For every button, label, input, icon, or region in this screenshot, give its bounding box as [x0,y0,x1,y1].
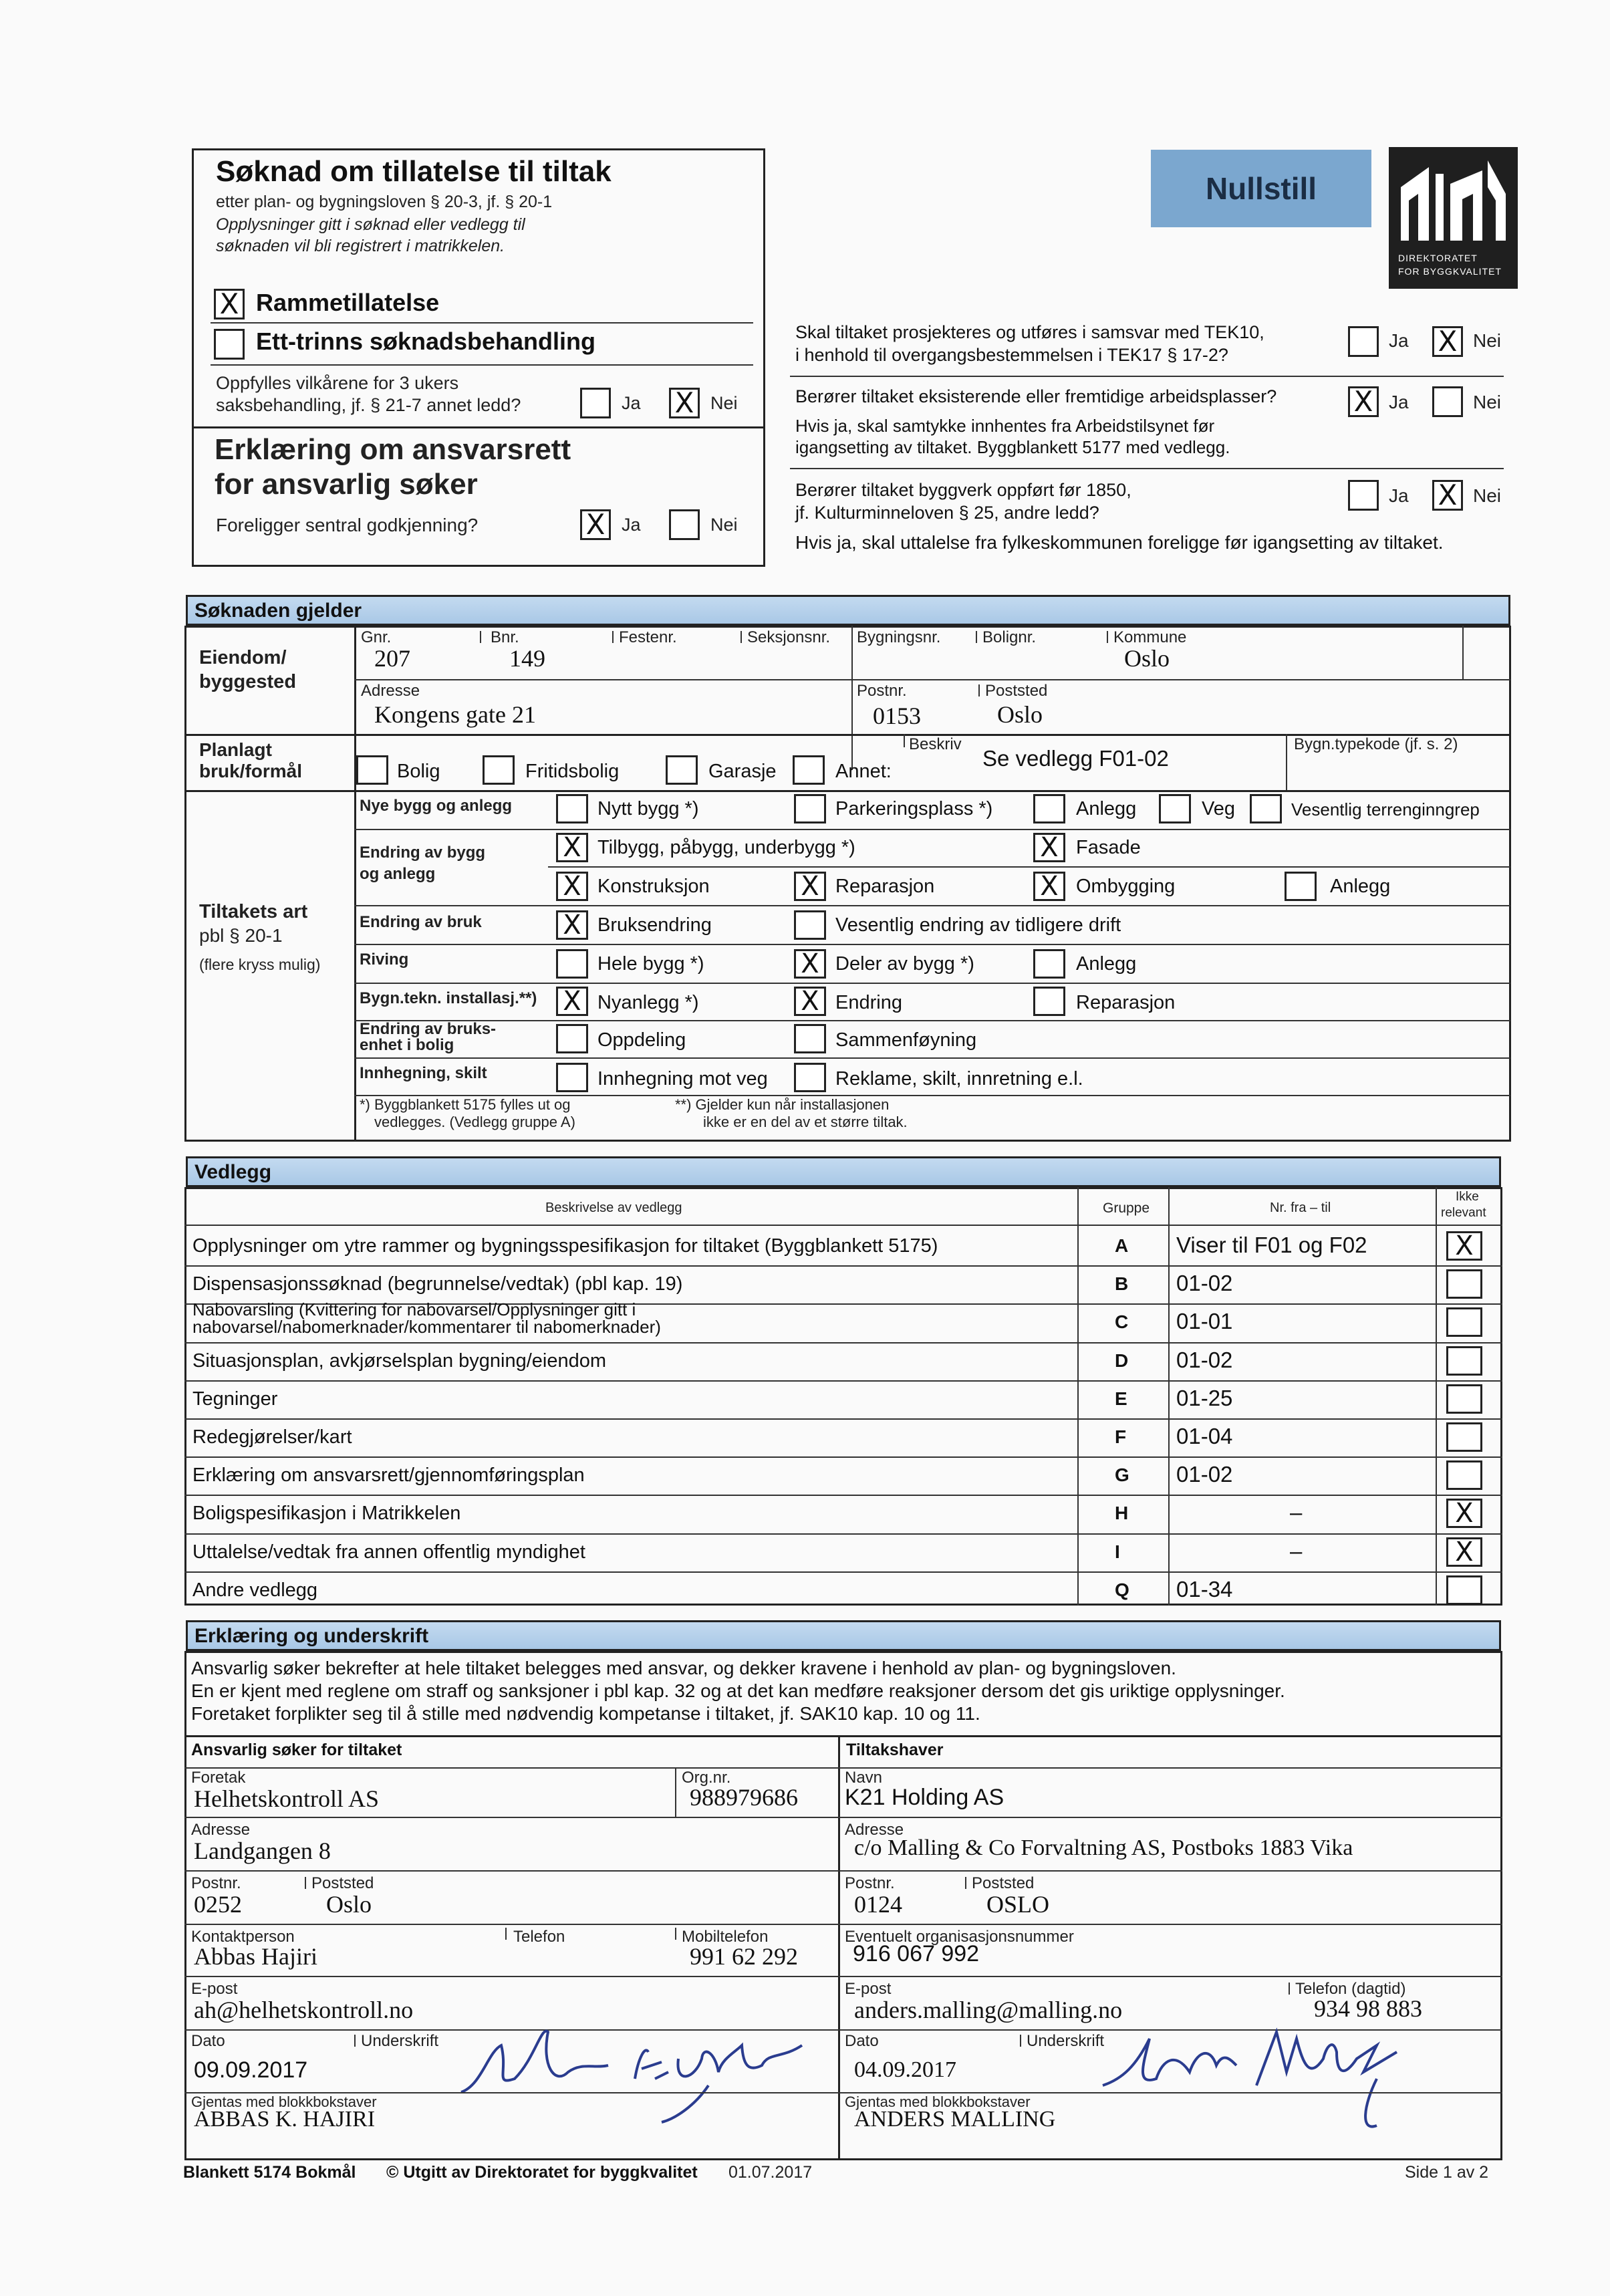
divider [1168,1187,1170,1606]
nei-label: Nei [710,393,738,413]
vedlegg-row-group: B [1115,1273,1129,1295]
divider [354,679,1510,680]
form-subtitle: etter plan- og bygningsloven § 20-3, jf. § 20-1 [216,193,553,211]
tiltakshaver-orgnr-label: Eventuelt organisasjonsnummer [845,1928,1074,1946]
garasje-checkbox[interactable] [666,755,698,785]
nyanlegg-checkbox[interactable]: X [556,987,588,1016]
soker-epost-label: E-post [191,1980,238,1998]
tiltakshaver-poststed-label: Poststed [972,1874,1035,1892]
vilkar-label-2: saksbehandling, jf. § 21-7 annet ledd? [216,395,521,415]
tiltakshaver-signature [1096,2012,1470,2146]
tiltak-flere-label: (flere kryss mulig) [199,956,321,973]
annet-label: Annet: [835,761,892,782]
soknaden-header: Søknaden gjelder [186,595,1510,626]
vilkar-label-1: Oppfylles vilkårene for 3 ukers [216,373,459,393]
vedlegg-row-ikke-checkbox[interactable] [1446,1307,1482,1337]
vedlegg-row-desc: Redegjørelser/kart [192,1426,352,1448]
oppdeling-label: Oppdeling [597,1029,686,1051]
divider [851,626,853,770]
rammetillatelse-checkbox[interactable]: X [214,289,245,320]
tiltak-art-label: Tiltakets art [199,901,308,922]
vedlegg-row-ikke-checkbox[interactable] [1446,1422,1482,1452]
innhegning-mot-veg-label: Innhegning mot veg [597,1068,768,1090]
vedlegg-row-desc: Situasjonsplan, avkjørselsplan bygning/eiendom [192,1350,607,1372]
divider [184,1495,1502,1496]
hele-bygg-checkbox[interactable] [556,949,588,979]
vedlegg-row-nr[interactable]: Viser til F01 og F02 [1176,1233,1367,1257]
veg-checkbox[interactable] [1159,794,1191,823]
footer-date: 01.07.2017 [728,2163,813,2182]
divider [184,1817,1502,1818]
soker-dato-value[interactable]: 09.09.2017 [194,2057,308,2083]
erklaring-title-2: for ansvarlig søker [215,468,478,501]
vedlegg-row-nr[interactable]: – [1290,1538,1303,1563]
divider [741,631,742,643]
tiltakshaver-epost-value[interactable]: anders.malling@malling.no [854,1997,1123,2023]
tiltakshaver-gjentas-label: Gjentas med blokkbokstaver [845,2093,1031,2110]
ja-label: Ja [1389,330,1409,351]
soker-adresse-label: Adresse [191,1821,251,1839]
bygntype-label: Bygn.typekode (jf. s. 2) [1294,735,1458,753]
q1-nei-checkbox[interactable]: X [1432,326,1463,357]
terrenginngrep-label: Vesentlig terrenginngrep [1291,799,1480,819]
anlegg-riving-checkbox[interactable] [1033,949,1065,979]
divider [354,944,1510,945]
divider [1436,1187,1437,1606]
planlagt-label-1: Planlagt [199,739,272,760]
divider [1020,2035,1021,2047]
ja-label: Ja [1389,392,1409,412]
reklame-label: Reklame, skilt, innretning e.l. [835,1068,1083,1090]
divider [184,1533,1502,1535]
footer-left: Blankett 5174 Bokmål [183,2163,356,2182]
nei-label: Nei [1473,485,1502,506]
divider [211,322,753,324]
vedlegg-row-nr[interactable]: 01-02 [1176,1271,1233,1296]
soker-gjentas-value[interactable]: ABBAS K. HAJIRI [194,2107,376,2132]
vesentlig-endring-label: Vesentlig endring av tidligere drift [835,914,1121,936]
gnr-value[interactable]: 207 [374,645,410,672]
vedlegg-row-nr[interactable]: – [1290,1500,1303,1525]
soker-postnr-value[interactable]: 0252 [194,1891,242,1918]
vedlegg-row-ikke-checkbox[interactable] [1446,1460,1482,1490]
divider [505,1928,507,1940]
footnote-1b: vedlegges. (Vedlegg gruppe A) [374,1114,575,1130]
beskriv-label: Beskriv [909,735,962,753]
divider [838,1735,840,2160]
tiltakshaver-adresse-label: Adresse [845,1821,904,1839]
divider [184,1735,1502,1737]
vedlegg-col-gruppe: Gruppe [1103,1200,1150,1216]
poststed-label: Poststed [985,682,1048,700]
divider [1286,734,1287,790]
bnr-value[interactable]: 149 [509,645,545,672]
nullstill-button[interactable]: Nullstill [1151,150,1371,227]
vesentlig-endring-checkbox[interactable] [794,910,826,940]
poststed-value[interactable]: Oslo [997,701,1043,728]
vedlegg-row-nr[interactable]: 01-04 [1176,1424,1233,1448]
tiltakshaver-dato-value[interactable]: 04.09.2017 [854,2057,956,2082]
tiltakshaver-postnr-value[interactable]: 0124 [854,1891,902,1918]
ja-label: Ja [622,515,641,535]
oppdeling-checkbox[interactable] [556,1024,588,1053]
innhegning-label: Innhegning, skilt [360,1064,487,1082]
question-2: Berører tiltaket eksisterende eller fremtidige arbeidsplasser? [795,386,1277,406]
parkeringsplass-checkbox[interactable] [794,794,826,823]
nye-bygg-label: Nye bygg og anlegg [360,797,513,815]
divider [904,734,905,747]
gnr-label: Gnr. [361,628,392,646]
vedlegg-row-ikke-checkbox[interactable] [1446,1346,1482,1376]
divider [354,1020,1510,1021]
vedlegg-header: Vedlegg [186,1156,1501,1187]
soker-kontakt-label: Kontaktperson [191,1928,295,1946]
soker-foretak-value[interactable]: Helhetskontroll AS [194,1785,379,1812]
vilkar-ja-checkbox[interactable] [580,388,611,418]
endring-bygg-label-1: Endring av bygg [360,844,486,862]
divider [184,1265,1502,1267]
soker-postnr-label: Postnr. [191,1874,241,1892]
tiltakshaver-adresse-value[interactable]: c/o Malling & Co Forvaltning AS, Postboks 1883 Vika [854,1835,1353,1860]
anlegg-endring-checkbox[interactable] [1285,872,1317,901]
kommune-label: Kommune [1113,628,1187,646]
eiendom-label-2: byggested [199,671,297,692]
tiltakshaver-postnr-label: Postnr. [845,1874,895,1892]
q3-ja-checkbox[interactable] [1348,480,1379,511]
divider [184,1571,1502,1573]
sammenfoyning-checkbox[interactable] [794,1024,826,1053]
nei-label: Nei [1473,330,1502,351]
vedlegg-row-group: E [1115,1388,1127,1409]
question-3b: jf. Kulturminneloven § 25, andre ledd? [795,503,1099,523]
soker-signature [454,2005,829,2126]
fasade-checkbox[interactable]: X [1033,833,1065,862]
divider [184,1418,1502,1420]
nytt-bygg-checkbox[interactable] [556,794,588,823]
nyanlegg-label: Nyanlegg *) [597,992,699,1013]
etttrinns-checkbox[interactable] [214,329,245,360]
soker-epost-value[interactable]: ah@helhetskontroll.no [194,1997,414,2023]
divider [675,1928,676,1940]
divider [790,468,1504,469]
vedlegg-row-desc: Erklæring om ansvarsrett/gjennomføringsplan [192,1464,585,1487]
hele-bygg-label: Hele bygg *) [597,953,704,975]
vedlegg-row-nr[interactable]: 01-25 [1176,1385,1233,1410]
vedlegg-row-group: A [1115,1235,1129,1256]
vedlegg-col-relevant: relevant [1441,1206,1486,1220]
endring-installasjon-checkbox[interactable]: X [794,987,826,1016]
divider [354,905,1510,906]
divider [211,364,753,366]
soker-orgnr-label: Org.nr. [682,1769,731,1787]
anlegg-nye-label: Anlegg [1076,798,1137,819]
divider [612,631,614,643]
divider [354,1057,1510,1059]
vedlegg-row-ikke-checkbox[interactable]: X [1446,1231,1482,1261]
divider [184,790,1511,792]
divider [354,983,1510,984]
tiltakshaver-underskrift-label: Underskrift [1027,2032,1105,2050]
vedlegg-row-desc: Dispensasjonssøknad (begrunnelse/vedtak) (pbl kap. 19) [192,1273,683,1295]
divider [675,1767,676,1817]
divider [184,1380,1502,1382]
question-2c: igangsetting av tiltaket. Byggblankett 5177 med vedlegg. [795,437,1230,457]
vedlegg-row-ikke-checkbox[interactable] [1446,1269,1482,1299]
soker-kontakt-value[interactable]: Abbas Hajiri [194,1943,317,1970]
erklaring-text-1: Ansvarlig søker bekrefter at hele tiltaket belegges med ansvar, og dekker kravene i henhold av plan- og bygningsloven. [191,1658,1176,1678]
divider [978,684,980,696]
soker-title: Ansvarlig søker for tiltaket [191,1741,402,1759]
erklaring-text-2: En er kjent med reglene om straff og sanksjoner i pbl kap. 32 og at det kan medføre reaksjoner dersom det gis uriktige opplysninger. [191,1680,1285,1701]
footnote-2b: ikke er en del av et større tiltak. [703,1114,908,1130]
adresse-label: Adresse [361,682,420,700]
konstruksjon-checkbox[interactable]: X [556,872,588,901]
reklame-checkbox[interactable] [794,1063,826,1092]
logo [1389,147,1518,289]
tiltakshaver-epost-label: E-post [845,1980,892,1998]
footnote-1a: *) Byggblankett 5175 fylles ut og [360,1096,571,1113]
divider [184,1225,1502,1226]
nabovarsling-label-1: Nabovarsling (Kvittering for nabovarsel/Opplysninger gitt i [192,1299,636,1319]
anlegg-endring-label: Anlegg [1330,876,1391,897]
tiltakshaver-poststed-value[interactable]: OSLO [986,1891,1050,1918]
erklaring-header: Erklæring og underskrift [186,1620,1501,1651]
endring-bruk-label: Endring av bruk [360,913,482,931]
divider [184,1870,1502,1872]
divider [354,2035,356,2047]
garasje-label: Garasje [708,761,777,782]
tilbygg-checkbox[interactable]: X [556,833,588,862]
nei-label: Nei [710,515,738,535]
footnote-2a: **) Gjelder kun når installasjonen [675,1096,890,1113]
vedlegg-row-nr[interactable]: 01-01 [1176,1309,1233,1334]
vedlegg-col-nr: Nr. fra – til [1270,1200,1331,1215]
vedlegg-row-desc: Tegninger [192,1388,278,1410]
sammenfoyning-label: Sammenføyning [835,1029,977,1051]
tiltakshaver-telefon-value[interactable]: 934 98 883 [1314,1995,1422,2022]
ja-label: Ja [622,393,641,413]
divider [184,1767,1502,1769]
divider [480,631,481,643]
divider [354,626,356,1142]
eiendom-label-1: Eiendom/ [199,647,287,668]
q1-ja-checkbox[interactable] [1348,326,1379,357]
bnr-label: Bnr. [491,628,519,646]
seksjonsnr-label: Seksjonsnr. [747,628,831,646]
nytt-bygg-label: Nytt bygg *) [597,798,699,819]
form-title: Søknad om tillatelse til tiltak [216,155,612,188]
soker-telefon-label: Telefon [513,1928,565,1946]
annet-checkbox[interactable] [793,755,825,785]
q2-ja-checkbox[interactable]: X [1348,386,1379,417]
riving-label: Riving [360,950,409,969]
divider [1289,1983,1290,1995]
reparasjon-installasjon-label: Reparasjon [1076,992,1176,1013]
soker-adresse-value[interactable]: Landgangen 8 [194,1837,331,1864]
divider [184,1924,1502,1925]
adresse-value[interactable]: Kongens gate 21 [374,701,536,728]
bruksenhet-label-1: Endring av bruks- [360,1020,497,1038]
nei-label: Nei [1473,392,1502,412]
ombygging-label: Ombygging [1076,876,1176,897]
footer-right: Side 1 av 2 [1405,2163,1489,2182]
divider [790,376,1504,377]
soker-dato-label: Dato [191,2032,225,2050]
tilbygg-label: Tilbygg, påbygg, underbygg *) [597,837,855,858]
tiltakshaver-title: Tiltakshaver [846,1741,944,1759]
vedlegg-row-group: D [1115,1350,1129,1371]
endring-installasjon-label: Endring [835,992,902,1013]
form-note-2: søknaden vil bli registrert i matrikkelen. [216,237,505,255]
vedlegg-row-ikke-checkbox[interactable]: X [1446,1537,1482,1567]
bygn-tekn-label: Bygn.tekn. installasj.**) [360,989,537,1007]
deler-bygg-label: Deler av bygg *) [835,953,974,975]
divider [965,1877,966,1889]
vedlegg-row-group: H [1115,1503,1129,1524]
postnr-value[interactable]: 0153 [873,703,921,729]
logo-text-2: FOR BYGGKVALITET [1398,266,1502,277]
q2-nei-checkbox[interactable] [1432,386,1463,417]
divider [976,631,977,643]
divider [1107,631,1108,643]
vedlegg-row-nr[interactable]: 01-34 [1176,1576,1233,1602]
beskriv-value[interactable]: Se vedlegg F01-02 [982,746,1169,771]
tiltakshaver-dato-label: Dato [845,2032,879,2050]
tiltakshaver-telefon-label: Telefon (dagtid) [1295,1980,1406,1998]
q3-nei-checkbox[interactable]: X [1432,480,1463,511]
nabovarsling-label-2: nabovarsel/nabomerknader/kommentarer til nabomerknader) [192,1317,661,1337]
bygningsnr-label: Bygningsnr. [857,628,941,646]
divider [305,1877,306,1889]
planlagt-label-2: bruk/formål [199,761,303,781]
bolig-checkbox[interactable] [356,755,388,785]
divider [192,426,765,428]
divider [184,1976,1502,1977]
vedlegg-row-group: Q [1115,1579,1129,1600]
divider [184,1456,1502,1458]
question-3a: Berører tiltaket byggverk oppført før 1850, [795,480,1131,500]
divider [184,1342,1502,1344]
vedlegg-row-nr[interactable]: 01-02 [1176,1347,1233,1372]
sentral-label: Foreligger sentral godkjenning? [216,515,479,535]
logo-text-1: DIREKTORATET [1398,253,1478,263]
fasade-label: Fasade [1076,837,1141,858]
erklaring-title-1: Erklæring om ansvarsrett [215,433,571,466]
soker-gjentas-label: Gjentas med blokkbokstaver [191,2093,377,2110]
ombygging-checkbox[interactable]: X [1033,872,1065,901]
bolig-label: Bolig [397,761,440,782]
anlegg-riving-label: Anlegg [1076,953,1137,975]
tiltakshaver-navn-label: Navn [845,1769,883,1787]
question-1b: i henhold til overgangsbestemmelsen i TEK17 § 17-2? [795,345,1228,365]
postnr-label: Postnr. [857,682,907,700]
divider [548,866,1510,868]
logo-mark-icon [1389,147,1518,247]
question-1a: Skal tiltaket prosjekteres og utføres i samsvar med TEK10, [795,322,1264,342]
reparasjon-installasjon-checkbox[interactable] [1033,987,1065,1016]
soker-poststed-label: Poststed [311,1874,374,1892]
question-2b: Hvis ja, skal samtykke innhentes fra Arbeidstilsynet før [795,416,1215,436]
anlegg-nye-checkbox[interactable] [1033,794,1065,823]
question-3c: Hvis ja, skal uttalelse fra fylkeskommunen foreligge før igangsetting av tiltaket. [795,532,1444,553]
sentral-ja-checkbox[interactable]: X [580,509,611,540]
vedlegg-row-ikke-checkbox[interactable]: X [1446,1499,1482,1528]
tiltakshaver-orgnr-value[interactable]: 916 067 992 [853,1941,980,1966]
deler-bygg-checkbox[interactable]: X [794,949,826,979]
bruksendring-checkbox[interactable]: X [556,910,588,940]
parkeringsplass-label: Parkeringsplass *) [835,798,993,819]
divider [354,829,1510,830]
vedlegg-row-desc: Opplysninger om ytre rammer og bygningsspesifikasjon for tiltaket (Byggblankett 5175) [192,1235,938,1257]
vedlegg-row-desc: Andre vedlegg [192,1579,318,1601]
fritidsbolig-checkbox[interactable] [483,755,515,785]
kommune-value[interactable]: Oslo [1124,645,1170,672]
divider [1462,626,1464,679]
terrenginngrep-checkbox[interactable] [1250,794,1282,823]
bruksenhet-label-2: enhet i bolig [360,1036,454,1054]
festenr-label: Festenr. [619,628,677,646]
soker-orgnr-value[interactable]: 988979686 [690,1784,798,1811]
bolignr-label: Bolignr. [982,628,1037,646]
bruksendring-label: Bruksendring [597,914,712,936]
veg-label: Veg [1202,798,1235,819]
vedlegg-row-ikke-checkbox[interactable] [1446,1384,1482,1414]
vilkar-nei-checkbox[interactable]: X [669,388,700,418]
endring-bygg-label-2: og anlegg [360,865,436,883]
form-note-1: Opplysninger gitt i søknad eller vedlegg til [216,215,525,234]
rammetillatelse-label: Rammetillatelse [256,289,440,316]
fritidsbolig-label: Fritidsbolig [525,761,620,782]
vedlegg-row-ikke-checkbox[interactable] [1446,1575,1482,1605]
vedlegg-row-group: I [1115,1541,1120,1562]
sentral-nei-checkbox[interactable] [669,509,700,540]
soker-mobil-value[interactable]: 991 62 292 [690,1943,798,1970]
soker-foretak-label: Foretak [191,1769,246,1787]
soker-underskrift-label: Underskrift [361,2032,439,2050]
vedlegg-row-nr[interactable]: 01-02 [1176,1462,1233,1487]
soker-poststed-value[interactable]: Oslo [326,1891,372,1918]
reparasjon-checkbox[interactable]: X [794,872,826,901]
vedlegg-row-desc: Boligspesifikasjon i Matrikkelen [192,1503,461,1525]
reparasjon-label: Reparasjon [835,876,935,897]
tiltakshaver-gjentas-value[interactable]: ANDERS MALLING [854,2107,1056,2132]
tiltakshaver-navn-value[interactable]: K21 Holding AS [845,1785,1004,1810]
ja-label: Ja [1389,485,1409,506]
vedlegg-row-group: C [1115,1311,1129,1333]
vedlegg-col-ikke: Ikke [1456,1190,1479,1204]
etttrinns-label: Ett-trinns søknadsbehandling [256,328,596,355]
vedlegg-col-desc: Beskrivelse av vedlegg [545,1200,682,1215]
innhegning-checkbox[interactable] [556,1063,588,1092]
vedlegg-row-group: G [1115,1464,1129,1486]
divider [1077,1187,1079,1606]
vedlegg-row-desc: Uttalelse/vedtak fra annen offentlig myndighet [192,1541,585,1563]
konstruksjon-label: Konstruksjon [597,876,710,897]
vedlegg-row-group: F [1115,1426,1127,1447]
erklaring-text-3: Foretaket forplikter seg til å stille med nødvendig kompetanse i tiltaket, jf. SAK10 kap. 10 og 11. [191,1703,980,1724]
soker-mobil-label: Mobiltelefon [682,1928,769,1946]
footer-middle: © Utgitt av Direktoratet for byggkvalitet [386,2163,698,2182]
tiltak-pbl-label: pbl § 20-1 [199,925,283,946]
